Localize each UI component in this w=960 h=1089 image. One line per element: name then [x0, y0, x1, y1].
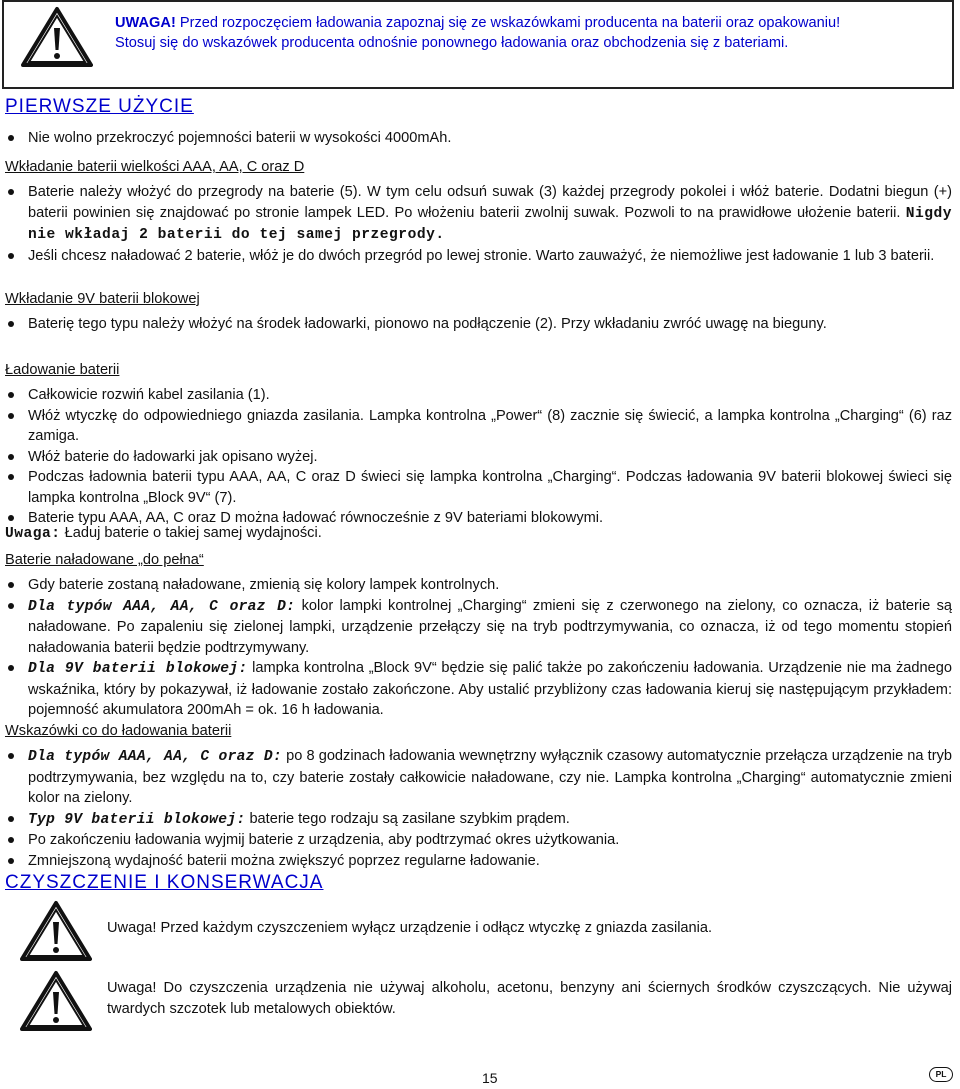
list-item: Włóż wtyczkę do odpowiedniego gniazda zasilania. Lampka kontrolna „Power“ (8) zacznie się świecić, a lampka kontrolna „Charging“ (6) raz zamiga.: [5, 406, 952, 447]
charged-b2-label: Dla typów AAA, AA, C oraz D:: [28, 598, 296, 615]
cleaning-warning-2: Uwaga! Do czyszczenia urządzenia nie używaj alkoholu, acetonu, benzyny ani ściernych środków czyszczących. Nie używaj twardych szczotek lub metalowych obiektów.: [107, 980, 952, 1017]
heading-aaa-insert: Wkładanie baterii wielkości AAA, AA, C oraz D: [5, 159, 305, 175]
heading-tips: Wskazówki co do ładowania baterii: [5, 723, 232, 739]
list-item: Całkowicie rozwiń kabel zasilania (1).: [5, 385, 952, 406]
charging-note-label: Uwaga:: [5, 526, 61, 542]
warning-triangle-icon: [20, 900, 92, 969]
list-item: [5, 182, 952, 246]
list-item: Baterie typu AAA, AA, C oraz D można ładować równocześnie z 9V bateriami blokowymi.: [5, 508, 952, 529]
aaa-insert-list: [5, 182, 952, 266]
warning-triangle-icon: [20, 970, 92, 1039]
warning-triangle-icon: [21, 6, 93, 75]
tips-b2-text: baterie tego rodzaju są zasilane szybkim prądem.: [245, 810, 570, 827]
list-item: Zmniejszoną wydajność baterii można zwiększyć poprzez regularne ładowanie.: [5, 851, 952, 872]
list-item: [5, 658, 952, 721]
warning-box: [2, 0, 954, 89]
tips-b1-text: po 8 godzinach ładowania wewnętrzny wyłącznik czasowy automatycznie przełącza urządzenie na tryb podtrzymywania, bez względu na to, czy baterie zostały całkowicie naładowane, czy nie. Lampka kontrolna „Charging“ automatycznie zmieni kolor na zielony.: [28, 748, 952, 806]
warning-prefix: UWAGA!: [115, 15, 176, 31]
list-item: Podczas ładownia baterii typu AAA, AA, C oraz D świeci się lampka kontrolna „Charging“. Podczas ładowania 9V baterii blokowej świeci się lampka kontrolna „Block 9V“ (7).: [5, 467, 952, 508]
list-item: Włóż baterie do ładowarki jak opisano wyżej.: [5, 447, 952, 468]
list-item: Gdy baterie zostaną naładowane, zmienią się kolory lampek kontrolnych.: [5, 575, 952, 596]
aaa-insert-b1-emphasis: Nigdy nie wkładaj 2 baterii do tej samej przegrody.: [28, 205, 952, 243]
list-item: [5, 746, 952, 809]
charging-note: [5, 523, 322, 545]
list-item: [5, 596, 952, 659]
heading-cleaning: CZYSZCZENIE I KONSERWACJA: [5, 872, 324, 893]
warning-line2: Stosuj się do wskazówek producenta odnośnie ponownego ładowania oraz obchodzenia się z bateriami.: [115, 35, 789, 51]
charged-b3-label: Dla 9V baterii blokowej:: [28, 661, 248, 677]
heading-charging: Ładowanie baterii: [5, 362, 120, 378]
cleaning-warning-1: Uwaga! Przed każdym czyszczeniem wyłącz urządzenie i odłącz wtyczkę z gniazda zasilania.: [107, 920, 713, 936]
heading-9v-insert: Wkładanie 9V baterii blokowej: [5, 291, 200, 307]
nine-v-insert-list: [5, 314, 952, 335]
tips-list: [5, 746, 952, 871]
warning-line1: Przed rozpoczęciem ładowania zapoznaj się ze wskazówkami producenta na baterii oraz opakowaniu!: [175, 15, 841, 31]
heading-charged: Baterie naładowane „do pełna“: [5, 552, 204, 568]
list-item: Nie wolno przekroczyć pojemności baterii w wysokości 4000mAh.: [5, 128, 952, 149]
warning-box-text: [115, 13, 945, 53]
list-item: Jeśli chcesz naładować 2 baterie, włóż je do dwóch przegród po lewej stronie. Warto zauważyć, że niemożliwe jest ładowanie 1 lub 3 baterii.: [5, 246, 952, 267]
charging-list: [5, 385, 952, 529]
charged-b3-text: lampka kontrolna „Block 9V“ będzie się palić także po zakończeniu ładowania. Urządzenie nie ma żadnego wskaźnika, który by pokazywał, iż ładowanie zostało zakończone. Aby ustalić przybliżony czas ładowania kieruj się następującym przykładem: pojemność akumulatora 200mAh = ok. 16 h ładowania.: [28, 660, 952, 718]
language-badge: PL: [929, 1067, 953, 1082]
tips-b2-label: Typ 9V baterii blokowej:: [28, 811, 246, 828]
page-number: 15: [482, 1070, 498, 1086]
first-use-list: [5, 128, 952, 149]
list-item: Baterię tego typu należy włożyć na środek ładowarki, pionowo na podłączenie (2). Przy wkładaniu zwróć uwagę na bieguny.: [5, 314, 952, 335]
charged-list: [5, 575, 952, 721]
heading-first-use: PIERWSZE UŻYCIE: [5, 96, 194, 117]
tips-b1-label: Dla typów AAA, AA, C oraz D:: [28, 749, 282, 765]
aaa-insert-b1-text: Baterie należy włożyć do przegrody na baterie (5). W tym celu odsuń suwak (3) każdej przegrody pokolei i włóż baterie. Dodatni biegun (+) baterii powinien się znajdować po stronie lampek LED. Po włożeniu baterii zwolnij suwak. Pozwoli to na prawidłowe ułożenie baterii.: [28, 184, 952, 221]
charging-note-text: Ładuj baterie o takiej samej wydajności.: [60, 525, 322, 541]
list-item: [5, 809, 952, 831]
charged-b2-text: kolor lampki kontrolnej „Charging“ zmieni się z czerwonego na zielony, co oznacza, iż baterie są naładowane. Po zapaleniu się zielonej lampki, urządzenie przełączy się na tryb podtrzymywania, co oznacza, iż od tego momentu stopień naładowania baterii będzie podtrzymywany.: [28, 597, 952, 656]
list-item: Po zakończeniu ładowania wyjmij baterie z urządzenia, aby podtrzymać okres użytkowania.: [5, 830, 952, 851]
